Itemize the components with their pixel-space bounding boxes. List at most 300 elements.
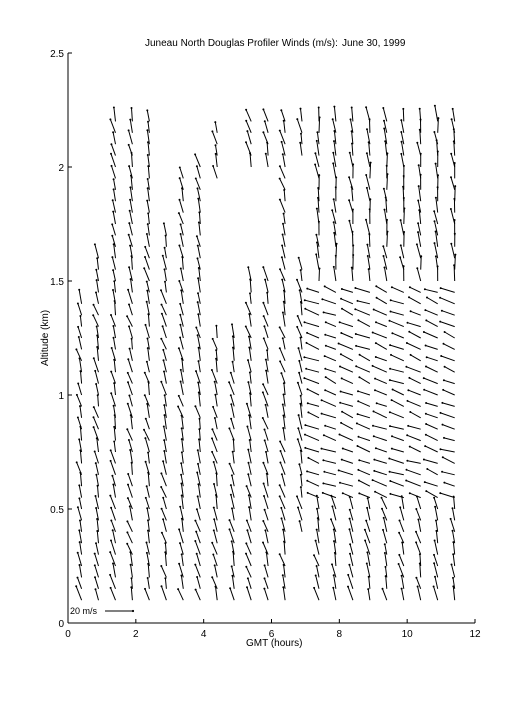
wind-vector-head [315,253,317,255]
wind-vector-head [279,553,281,555]
wind-vector-head [279,441,281,443]
wind-vector [263,463,268,475]
wind-vector-head [110,449,112,451]
wind-vector-head [305,368,307,370]
wind-vector-head [450,153,452,155]
wind-vector [298,439,302,452]
wind-vector-head [181,495,183,497]
wind-vector [178,407,183,418]
wind-vector-head [212,554,214,556]
wind-vector-head [215,144,217,146]
wind-vector-head [263,337,265,339]
wind-vector [161,566,166,577]
wind-vector-head [321,298,323,300]
wind-vector-head [196,576,198,578]
wind-vector [377,298,387,304]
wind-vector [308,403,319,406]
wind-vector-head [383,128,385,130]
wind-vector [113,212,115,224]
wind-vector-head [296,118,298,120]
wind-vector [349,221,353,236]
wind-vector [416,542,421,554]
wind-vector [323,483,336,486]
wind-vector-head [297,382,299,384]
wind-vector-head [341,411,343,413]
wind-vector-head [423,377,425,379]
wind-vector-head [341,459,343,461]
wind-vector-head [323,471,325,473]
wind-vector-head [282,427,284,429]
wind-vector [246,303,251,316]
wind-vector-head [424,309,426,311]
wind-vector [144,430,149,441]
wind-vector-head [410,310,412,312]
wind-vector [264,316,268,327]
wind-vector-head [247,473,249,475]
wind-vector-head [300,133,302,135]
wind-vector [408,426,421,429]
wind-vector-head [161,585,163,587]
wind-vector [127,429,132,440]
wind-vector-head [109,551,111,553]
wind-vector-head [129,119,131,121]
wind-vector-head [112,289,114,291]
wind-vector-head [365,520,367,522]
wind-vector [408,401,421,407]
wind-vector [283,428,285,441]
wind-vector [340,483,353,487]
wind-vector-head [439,492,441,494]
wind-vector-head [322,482,324,484]
wind-vector [426,435,438,441]
wind-vector-head [161,304,163,306]
wind-vector [343,493,353,497]
wind-vector-head [128,165,130,167]
wind-vector [95,554,99,566]
wind-vector-head [263,588,265,590]
wind-vector-head [145,497,147,499]
wind-vector [182,439,184,452]
wind-vector [453,508,455,520]
wind-vector [266,154,268,167]
wind-vector [349,200,353,212]
wind-vector-head [454,185,456,187]
wind-vector-head [245,553,247,555]
wind-vector-head [147,577,149,579]
wind-vector-head [147,187,149,189]
wind-vector-head [265,370,267,372]
wind-vector-head [230,372,232,374]
wind-vector [246,142,251,155]
wind-vector-head [356,422,358,424]
wind-vector [383,108,387,121]
wind-vector [424,332,438,338]
wind-vector [342,412,353,418]
wind-vector-head [229,519,231,521]
wind-vector-head [76,394,78,396]
wind-vector-head [264,577,266,579]
wind-vector-head [131,107,133,109]
wind-vector [214,530,217,543]
wind-vector [263,132,268,144]
wind-vector-head [113,188,115,190]
wind-vector [400,507,404,520]
wind-vector-head [365,174,367,176]
wind-vector [280,327,285,338]
wind-vector [452,565,455,578]
wind-vector [358,401,370,406]
wind-vector-head [262,266,264,268]
wind-vector-head [450,208,452,210]
wind-vector-head [340,298,342,300]
wind-vector-head [389,411,391,413]
wind-vector [180,200,184,213]
wind-vector-head [314,164,316,166]
wind-vector-head [213,529,215,531]
wind-vector [145,373,150,384]
wind-vector-head [93,426,95,428]
wind-vector-head [128,439,130,441]
wind-vector-head [95,462,97,464]
wind-vector [263,384,268,395]
wind-vector [383,530,387,543]
wind-vector [114,281,115,292]
wind-vector [358,301,370,304]
wind-vector [301,302,302,315]
wind-vector-head [146,129,148,131]
wind-vector [407,343,421,349]
wind-vector [299,373,302,384]
wind-vector-head [341,288,343,290]
wind-vector-head [110,460,112,462]
wind-vector-head [452,108,454,110]
wind-vector [248,474,251,486]
wind-vector-head [359,354,361,356]
wind-vector [366,107,370,121]
wind-vector [322,449,336,452]
wind-vector-head [313,587,315,589]
wind-vector [78,553,82,566]
wind-vector [163,326,167,338]
wind-vector-head [164,414,166,416]
wind-vector-head [347,574,349,576]
wind-vector [319,269,320,282]
wind-vector-head [181,451,183,453]
wind-vector [282,246,285,259]
wind-vector-head [280,507,282,509]
wind-vector-head [197,257,199,259]
wind-vector-head [245,326,247,328]
wind-vector-head [399,506,401,508]
wind-vector [195,521,200,532]
wind-vector-head [246,485,248,487]
wind-vector [418,520,420,532]
wind-vector-head [372,479,374,481]
wind-vector-head [382,107,384,109]
wind-vector-head [264,564,266,566]
wind-vector [77,462,82,474]
wind-vector [444,438,455,441]
wind-vector-head [198,222,200,224]
wind-vector-head [128,266,130,268]
wind-vector-head [197,334,199,336]
wind-vector-head [78,497,80,499]
wind-vector-head [324,285,326,287]
wind-vector-head [77,383,79,385]
wind-vector [444,483,454,487]
wind-vector-head [265,404,267,406]
wind-vector-head [366,187,368,189]
wind-vector-head [316,140,318,142]
wind-vector-head [383,517,385,519]
wind-vector-head [426,356,428,358]
wind-vector [232,475,234,486]
wind-vector-head [131,577,133,579]
wind-vector-head [129,210,131,212]
wind-vector [408,323,421,327]
x-tick-label: 8 [336,629,343,640]
wind-vector-head [358,480,360,482]
wind-vector [114,383,115,395]
wind-vector-head [127,484,129,486]
wind-vector [440,298,455,304]
wind-vector-head [75,348,77,350]
wind-vector-head [194,520,196,522]
wind-vector [113,270,115,281]
wind-vector-head [338,343,340,345]
wind-vector-head [400,119,402,121]
wind-vector-head [425,366,427,368]
y-tick-label: 2.5 [50,49,64,60]
wind-vector [179,213,183,224]
wind-vector-head [77,303,79,305]
wind-vector [249,507,251,520]
wind-vector [297,119,302,133]
wind-vector-head [109,118,111,120]
wind-vector [369,577,370,589]
wind-vector-head [145,418,147,420]
wind-vector-head [357,469,359,471]
wind-vector-head [126,428,128,430]
wind-vector-head [280,450,282,452]
wind-vector-head [129,245,131,247]
wind-vector [305,435,319,441]
wind-vector-head [281,256,283,258]
wind-vector-head [247,577,249,579]
wind-vector-head [315,234,317,236]
wind-vector [195,154,200,167]
wind-vector-head [282,404,284,406]
wind-vector-head [358,459,360,461]
wind-vector-head [358,436,360,438]
wind-vector-head [372,332,374,334]
wind-vector-head [93,304,95,306]
wind-vector-head [94,370,96,372]
wind-vector [341,423,353,429]
wind-vector [426,491,437,498]
wind-vector-head [376,297,378,299]
wind-vector-head [197,301,199,303]
wind-vector [247,587,251,600]
wind-vector [424,378,438,384]
wind-vector-head [433,586,435,588]
wind-vector-head [213,461,215,463]
wind-vector-head [180,381,182,383]
wind-vector [162,533,167,544]
wind-vector [341,392,353,396]
wind-vector-head [358,376,360,378]
wind-vector [111,588,116,600]
wind-vector-head [415,541,417,543]
wind-vector [376,357,387,361]
wind-vector [373,426,387,430]
wind-vector [305,309,319,315]
wind-vector [79,485,81,497]
wind-vector [426,320,437,326]
wind-vector [409,378,420,384]
wind-vector [355,309,370,315]
wind-vector-head [263,495,265,497]
wind-vector [370,163,371,179]
wind-vector [359,493,370,497]
wind-vector-head [113,178,115,180]
wind-vector-head [126,520,128,522]
wind-vector-head [146,485,148,487]
wind-vector [182,554,184,566]
wind-vector [297,327,302,338]
wind-vector [356,346,370,350]
wind-vector [281,110,285,121]
wind-vector-head [180,462,182,464]
wind-vector-head [262,383,264,385]
wind-vector-head [178,528,180,530]
wind-vector [411,355,421,361]
wind-vector [400,521,404,532]
wind-vector-head [146,290,148,292]
wind-vector-head [433,562,435,564]
wind-vector [164,451,166,463]
wind-vector [322,400,336,406]
wind-vector-head [425,402,427,404]
wind-vector-head [214,381,216,383]
wind-vector [147,234,150,247]
wind-vector [96,475,98,486]
wind-vector-head [333,574,335,576]
y-ticks [50,49,72,630]
wind-vector [419,165,421,178]
wind-vector-head [450,176,452,178]
wind-vector-head [248,506,250,508]
wind-vector-head [246,426,248,428]
wind-vector-head [339,482,341,484]
wind-vector [390,380,404,384]
wind-vector [316,576,319,589]
wind-vector [340,403,353,407]
wind-vector [148,188,150,201]
wind-vector-head [279,268,281,270]
wind-vector-head [423,389,425,391]
wind-vector [80,406,82,418]
wind-vector [114,189,116,201]
wind-vector-head [194,153,196,155]
wind-vector [246,110,251,122]
wind-vector-head [349,518,351,520]
wind-vector-head [144,588,146,590]
wind-vector [369,269,370,281]
wind-vector-head [160,472,162,474]
wind-vector-head [164,268,166,270]
wind-vector [282,474,285,486]
wind-vector [451,244,454,258]
wind-vector [165,578,166,589]
wind-vector-head [197,198,199,200]
wind-vector [265,510,269,521]
wind-vector-head [95,495,97,497]
wind-vector [368,498,370,509]
wind-vector-head [163,222,165,224]
wind-vector-head [406,434,408,436]
wind-vector [374,310,387,316]
wind-vector-head [365,219,367,221]
wind-vector-head [450,518,452,520]
wind-vector-head [454,254,456,256]
wind-vector-head [180,268,182,270]
wind-vector [77,395,82,407]
wind-vector [301,487,302,498]
wind-vector-head [373,309,375,311]
wind-vector [216,326,217,338]
wind-vector [451,209,455,224]
wind-vector [386,576,387,589]
wind-vector-head [306,480,308,482]
wind-vector-head [195,178,197,180]
wind-vector [144,268,149,281]
wind-vector-head [452,507,454,509]
wind-vector [76,586,81,600]
wind-vector-head [146,233,148,235]
wind-vector-head [143,429,145,431]
wind-vector-head [94,243,96,245]
wind-vector-head [264,439,266,441]
wind-vector-head [389,368,391,370]
wind-vector-head [110,587,112,589]
wind-vector-head [265,451,267,453]
wind-vector-head [314,152,316,154]
wind-vector-head [389,425,391,427]
wind-vector [114,108,116,122]
wind-vector [416,532,421,543]
wind-vector-head [441,310,443,312]
wind-vector [426,403,438,406]
wind-vector-head [281,245,283,247]
wind-vector-head [96,279,98,281]
wind-vector-head [340,353,342,355]
wind-vector-head [418,164,420,166]
wind-vector [97,519,98,532]
wind-vector [147,362,150,373]
wind-vector-head [415,577,417,579]
wind-vector-head [391,399,393,401]
wind-vector-head [296,279,298,281]
wind-vector-head [246,586,248,588]
wind-vector [80,542,82,555]
wind-vector [112,224,115,235]
wind-vector-head [391,448,393,450]
wind-vector [284,214,286,224]
x-axis-label: GMT (hours) [246,638,303,649]
wind-vector [441,356,455,361]
wind-vector-head [333,198,335,200]
